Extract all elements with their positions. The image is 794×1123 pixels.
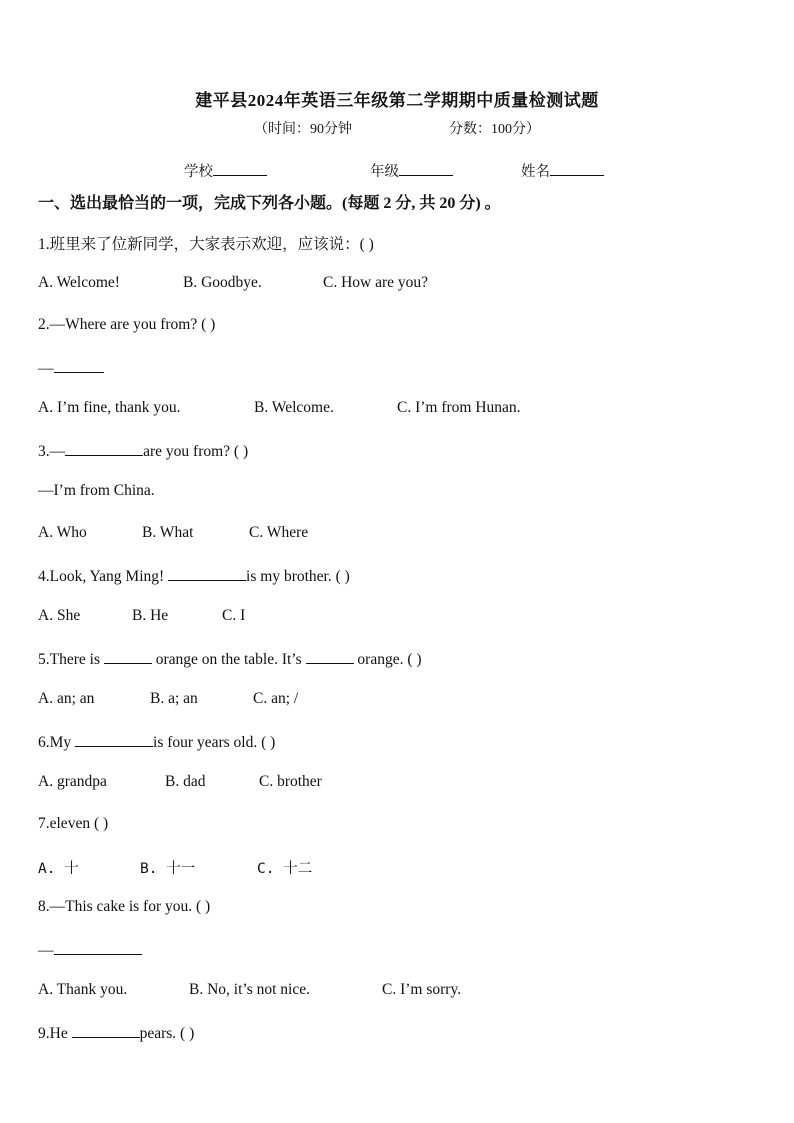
answer-blank[interactable]: [72, 1023, 140, 1038]
option-a[interactable]: A. Thank you.: [38, 981, 128, 998]
answer-blank[interactable]: [75, 732, 153, 747]
question-1: 1.班里来了位新同学，大家表示欢迎，应该说：( ): [38, 236, 374, 253]
exam-time: （时间：90分钟: [254, 122, 352, 137]
question-6-options: [38, 773, 322, 791]
option-c[interactable]: C. I’m from Hunan.: [397, 399, 521, 416]
question-8: 8.—This cake is for you. ( ): [38, 898, 211, 915]
question-4-suffix: is my brother. ( ): [246, 568, 350, 585]
option-a[interactable]: A. She: [38, 607, 81, 624]
school-blank[interactable]: [213, 161, 267, 176]
school-label: 学校: [184, 164, 213, 180]
option-a[interactable]: A. an; an: [38, 690, 95, 707]
question-8-answer: [38, 940, 142, 960]
question-6: [38, 732, 275, 752]
grade-label: 年级: [370, 164, 399, 180]
exam-score: 分数：100分）: [449, 122, 540, 137]
option-b[interactable]: B. 十一: [140, 861, 196, 877]
grade-field[interactable]: [370, 160, 453, 181]
answer-blank[interactable]: [54, 940, 142, 955]
dash-prefix: —: [38, 942, 54, 959]
question-5-prefix: 5.There is: [38, 651, 104, 668]
question-9: [38, 1023, 194, 1043]
question-5-options: [38, 690, 298, 708]
question-8-options: [38, 981, 461, 999]
question-9-suffix: pears. ( ): [139, 1025, 195, 1042]
answer-blank[interactable]: [168, 566, 246, 581]
option-c[interactable]: C. Where: [249, 524, 309, 541]
school-field[interactable]: [184, 160, 267, 181]
question-3-prefix: 3.—: [38, 443, 66, 460]
question-4-options: [38, 607, 245, 625]
option-a[interactable]: A. grandpa: [38, 773, 107, 790]
dash-prefix: —: [38, 360, 54, 377]
option-c[interactable]: C. I’m sorry.: [382, 981, 462, 998]
option-c[interactable]: C. 十二: [257, 861, 313, 877]
name-label: 姓名: [521, 164, 550, 180]
option-c[interactable]: C. I: [222, 607, 246, 624]
question-5-mid: orange on the table. It’s: [151, 651, 306, 668]
exam-meta: [0, 118, 794, 138]
option-b[interactable]: B. a; an: [150, 690, 198, 707]
question-2: 2.—Where are you from? ( ): [38, 316, 216, 333]
section-heading: 一、选出最恰当的一项，完成下列各小题。(每题 2 分, 共 20 分) 。: [38, 195, 501, 212]
option-a[interactable]: A. Welcome!: [38, 274, 120, 291]
question-7-options: [38, 857, 312, 878]
question-4-prefix: 4.Look, Yang Ming!: [38, 568, 169, 585]
question-1-options: [38, 274, 428, 292]
option-b[interactable]: B. No, it’s not nice.: [189, 981, 310, 998]
question-5: [38, 649, 422, 669]
answer-blank[interactable]: [54, 358, 104, 373]
option-a[interactable]: A. 十: [38, 861, 79, 877]
question-9-prefix: 9.He: [38, 1025, 72, 1042]
name-field[interactable]: [521, 160, 604, 181]
option-c[interactable]: C. an; /: [253, 690, 299, 707]
option-b[interactable]: B. What: [142, 524, 194, 541]
answer-blank-1[interactable]: [104, 649, 152, 664]
option-b[interactable]: B. Goodbye.: [183, 274, 262, 291]
option-c[interactable]: C. brother: [259, 773, 322, 790]
question-6-suffix: is four years old. ( ): [153, 734, 276, 751]
option-a[interactable]: A. Who: [38, 524, 87, 541]
question-5-suffix: orange. ( ): [353, 651, 422, 668]
question-3-suffix: are you from? ( ): [143, 443, 249, 460]
option-b[interactable]: B. Welcome.: [254, 399, 334, 416]
question-3-options: [38, 524, 308, 542]
option-c[interactable]: C. How are you?: [323, 274, 429, 291]
option-b[interactable]: B. He: [132, 607, 169, 624]
question-3-answer: —I’m from China.: [38, 482, 155, 499]
answer-blank[interactable]: [65, 441, 143, 456]
question-6-prefix: 6.My: [38, 734, 76, 751]
option-b[interactable]: B. dad: [165, 773, 206, 790]
question-2-answer: [38, 358, 104, 378]
question-7: 7.eleven ( ): [38, 815, 109, 832]
exam-title: 建平县2024年英语三年级第二学期期中质量检测试题: [195, 91, 599, 110]
option-a[interactable]: A. I’m fine, thank you.: [38, 399, 181, 416]
answer-blank-2[interactable]: [306, 649, 354, 664]
question-4: [38, 566, 350, 586]
grade-blank[interactable]: [399, 161, 453, 176]
question-2-options: [38, 399, 521, 417]
question-3: [38, 441, 248, 461]
name-blank[interactable]: [550, 161, 604, 176]
